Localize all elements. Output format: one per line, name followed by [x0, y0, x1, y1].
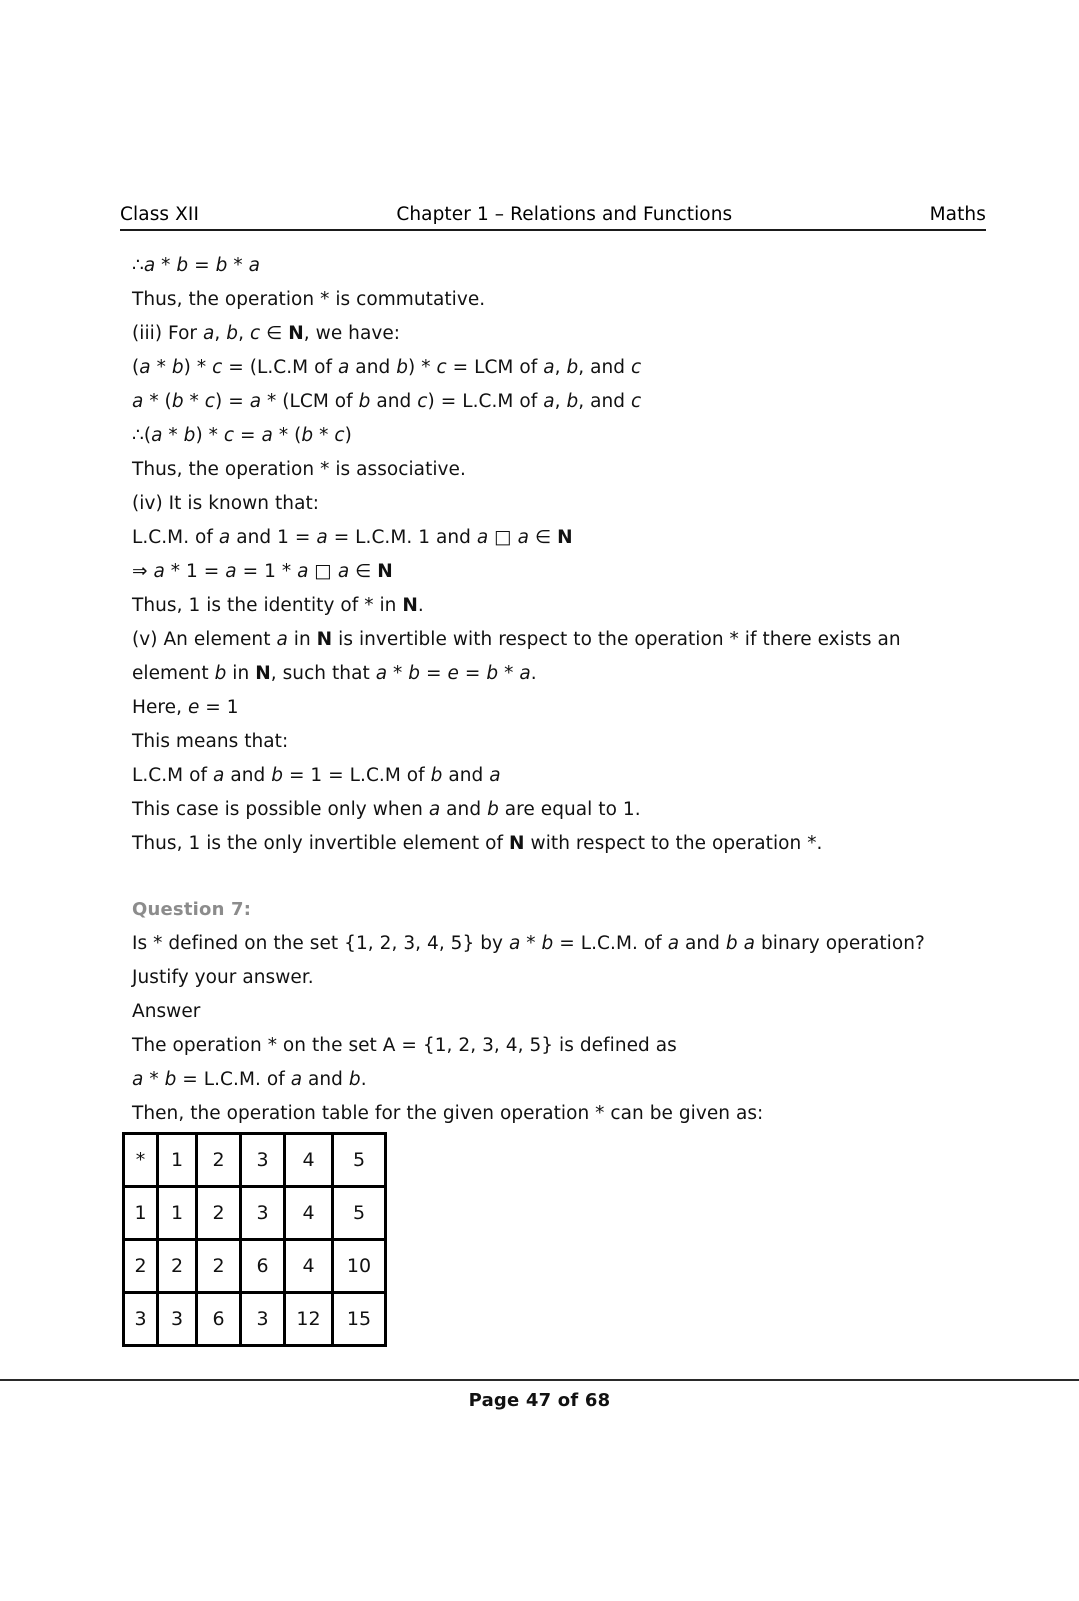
body-line [132, 385, 972, 419]
body-line-text: ∴(a * b) * c = a * (b * c) [132, 425, 352, 446]
question-prompt-line [132, 927, 977, 961]
body-line [132, 623, 972, 691]
body-line-text: This case is possible only when a and b are equal to 1. [132, 799, 641, 820]
body-line [132, 249, 972, 283]
body-line-text: (v) An element a in N is invertible with respect to the operation * if there exists an element b in N, such that a * b = e = b * a. [132, 629, 901, 684]
table-row [124, 1293, 386, 1346]
table-cell: 6 [241, 1240, 285, 1293]
table-cell: 3 [124, 1293, 158, 1346]
body-line-text: (a * b) * c = (L.C.M of a and b) * c = LCM of a, b, and c [132, 357, 642, 378]
body-text-block [132, 249, 972, 861]
table-cell: 4 [285, 1187, 333, 1240]
header-chapter-title: Chapter 1 – Relations and Functions [396, 204, 733, 225]
table-cell: * [124, 1134, 158, 1187]
table-cell: 1 [124, 1187, 158, 1240]
body-line-text: (iii) For a, b, c ∈ N, we have: [132, 323, 401, 344]
table-cell: 1 [158, 1187, 197, 1240]
header-class-label: Class XII [120, 204, 200, 225]
body-line-text: (iv) It is known that: [132, 493, 320, 514]
table-cell: 3 [158, 1293, 197, 1346]
body-line-text: Thus, 1 is the only invertible element of N with respect to the operation *. [132, 833, 823, 854]
table-cell: 5 [333, 1187, 386, 1240]
table-cell: 2 [124, 1240, 158, 1293]
body-line-text: Thus, the operation * is commutative. [132, 289, 486, 310]
answer-label-text: Answer [132, 1001, 201, 1022]
page-number: Page 47 of 68 [468, 1390, 611, 1411]
answer-line [132, 1063, 977, 1097]
body-line-text: ∴a * b = b * a [132, 255, 260, 276]
body-line-text: L.C.M. of a and 1 = a = L.C.M. 1 and a □ a ∈ N [132, 527, 573, 548]
body-line [132, 589, 972, 623]
answer-line-text: a * b = L.C.M. of a and b. [132, 1069, 367, 1090]
header-divider [120, 229, 986, 231]
running-header [120, 203, 986, 226]
answer-line [132, 1029, 977, 1063]
question-prompt-line [132, 961, 977, 995]
body-line-text: This means that: [132, 731, 289, 752]
answer-line [132, 1097, 977, 1131]
operation-table-body [124, 1134, 386, 1346]
table-cell: 3 [241, 1293, 285, 1346]
table-cell: 2 [197, 1134, 241, 1187]
question-heading: Question 7: [132, 899, 252, 920]
table-cell: 2 [197, 1240, 241, 1293]
body-line [132, 453, 972, 487]
operation-table-container [122, 1132, 387, 1347]
question-answer-block [132, 927, 977, 1131]
body-line-text: ⇒ a * 1 = a = 1 * a □ a ∈ N [132, 561, 393, 582]
table-cell: 3 [241, 1134, 285, 1187]
table-cell: 1 [158, 1134, 197, 1187]
table-row [124, 1240, 386, 1293]
question-prompt-text: Justify your answer. [132, 967, 314, 988]
table-cell: 6 [197, 1293, 241, 1346]
body-line [132, 487, 972, 521]
body-line [132, 419, 972, 453]
table-row [124, 1134, 386, 1187]
table-cell: 2 [158, 1240, 197, 1293]
body-line [132, 283, 972, 317]
body-line-text: a * (b * c) = a * (LCM of b and c) = L.C.M of a, b, and c [132, 391, 642, 412]
body-line-text: Here, e = 1 [132, 697, 239, 718]
body-line-text: Thus, the operation * is associative. [132, 459, 466, 480]
header-subject-label: Maths [929, 204, 986, 225]
body-line [132, 317, 972, 351]
body-line [132, 555, 972, 589]
answer-label [132, 995, 977, 1029]
body-line [132, 793, 972, 827]
body-line-text: Thus, 1 is the identity of * in N. [132, 595, 424, 616]
body-line [132, 351, 972, 385]
table-cell: 3 [241, 1187, 285, 1240]
table-cell: 4 [285, 1240, 333, 1293]
body-line-text: L.C.M of a and b = 1 = L.C.M of b and a [132, 765, 501, 786]
operation-table [122, 1132, 387, 1347]
table-cell: 5 [333, 1134, 386, 1187]
body-line [132, 725, 972, 759]
footer-divider [0, 1379, 1079, 1381]
table-row [124, 1187, 386, 1240]
answer-line-text: The operation * on the set A = {1, 2, 3, 4, 5} is defined as [132, 1035, 677, 1056]
table-cell: 4 [285, 1134, 333, 1187]
body-line [132, 691, 972, 725]
table-cell: 10 [333, 1240, 386, 1293]
body-line [132, 759, 972, 793]
table-cell: 2 [197, 1187, 241, 1240]
answer-line-text: Then, the operation table for the given operation * can be given as: [132, 1103, 764, 1124]
body-line [132, 827, 972, 861]
body-line [132, 521, 972, 555]
table-cell: 15 [333, 1293, 386, 1346]
question-prompt-text: Is * defined on the set {1, 2, 3, 4, 5} by a * b = L.C.M. of a and b a binary operation? [132, 933, 925, 954]
table-cell: 12 [285, 1293, 333, 1346]
